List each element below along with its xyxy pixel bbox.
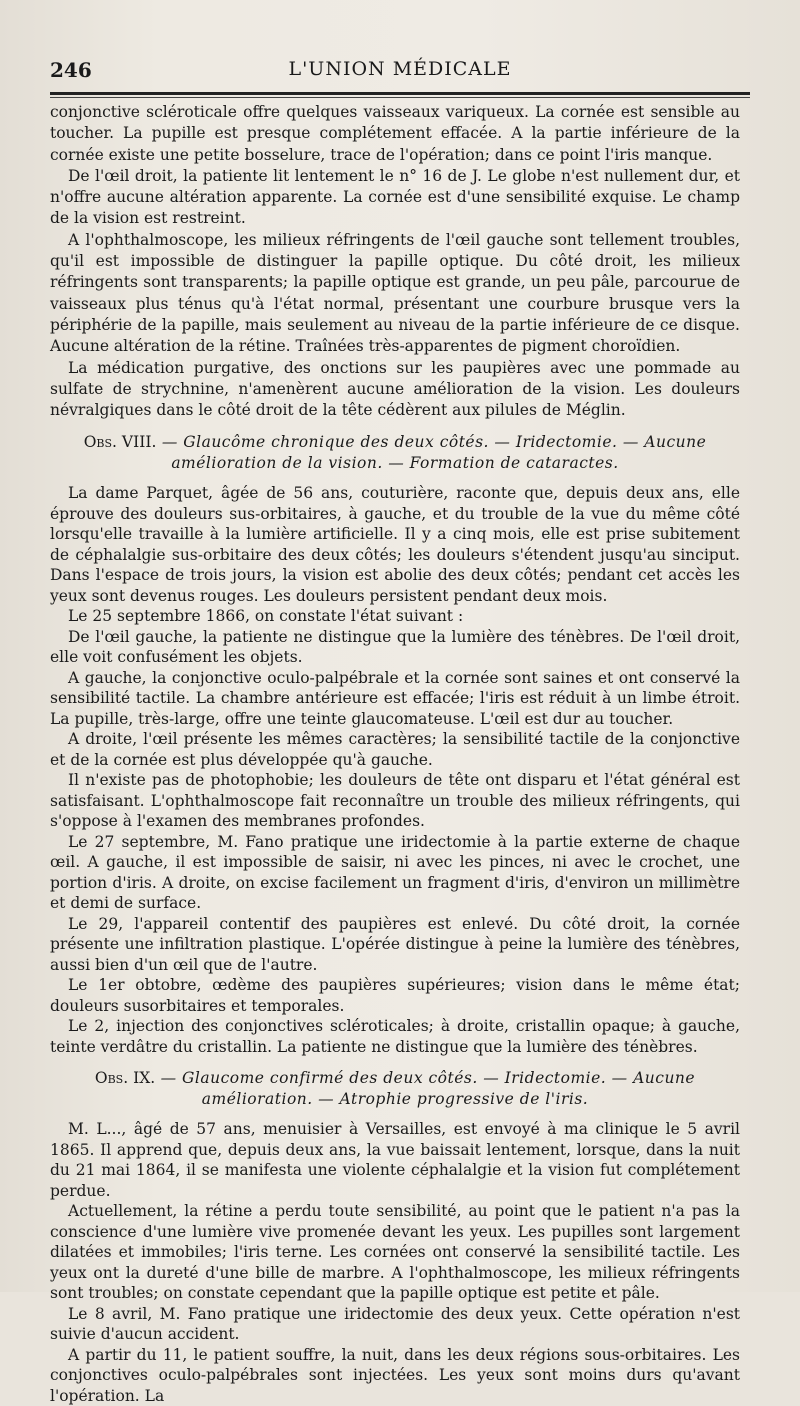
paragraph: conjonctive scléroticale offre quelques vaisseaux variqueux. La cornée est sensible au toucher. La pupille est presque complétement effacée. A la partie inférieure de la cornée existe une petite bosselure, trace de l'opération; dans ce point l'iris manque.: [50, 103, 740, 164]
paragraph: Actuellement, la rétine a perdu toute sensibilité, au point que le patient n'a pas la conscience d'une lumière vive promenée devant les yeux. Les pupilles sont largement dilatées et immobiles; l'iris terne. Les cornées ont conservé la sensibilité tactile. Les yeux ont la dureté d'une bille de marbre. A l'ophthalmoscope, les milieux réfringents sont troubles; on constate cependant que la papille optique est petite et pâle.: [50, 1202, 740, 1303]
paragraph: Le 29, l'appareil contentif des paupières est enlevé. Du côté droit, la cornée présente une infiltration plastique. L'opérée distingue à peine la lumière des ténèbres, aussi bien d'un œil que de l'autre.: [50, 914, 740, 974]
running-title: L'UNION MÉDICALE: [288, 58, 512, 80]
paragraph: La dame Parquet, âgée de 56 ans, couturière, raconte que, depuis deux ans, elle éprouve des douleurs sus-orbitaires, à gauche, et du trouble de la vue du même côté lorsqu'elle travaille à la lumière artificielle. Il y a cinq mois, elle est prise subitement de céphalalgie sus-orbitaire des deux côtés; les douleurs s'étendent jusqu'au sinciput. Dans l'espace de trois jours, la vision est abolie des deux côtés; pendant cet accès les yeux sont devenus rouges. Les douleurs persistent pendant deux mois.: [50, 484, 740, 605]
paragraph: A droite, l'œil présente les mêmes caractères; la sensibilité tactile de la conjonctive et de la cornée est plus développée qu'à gauche.: [50, 730, 740, 769]
observation-title: — Glaucome confirmé des deux côtés. — Iridectomie. — Aucune amélioration. — Atrophie progressive de l'iris.: [155, 1069, 696, 1109]
page-number: 246: [50, 58, 92, 82]
paragraph: Le 8 avril, M. Fano pratique une iridectomie des deux yeux. Cette opération n'est suivie d'aucun accident.: [50, 1304, 740, 1344]
paragraph: A partir du 11, le patient souffre, la nuit, dans les deux régions sous-orbitaires. Les conjonctives oculo-palpébrales sont injectées. Les yeux sont moins durs qu'avant l'opération. La: [50, 1345, 740, 1405]
paragraph: M. L..., âgé de 57 ans, menuisier à Versailles, est envoyé à ma clinique le 5 avril 1865. Il apprend que, depuis deux ans, la vue baissait lentement, lorsque, dans la nuit du 21 mai 1864, il se manifesta une violente céphalalgie et la vision fut complétement perdue.: [50, 1120, 740, 1200]
observation-title: — Glaucôme chronique des deux côtés. — Iridectomie. — Aucune amélioration de la vision. — Formation de cataractes.: [156, 433, 707, 473]
paragraph: De l'œil gauche, la patiente ne distingue que la lumière des ténèbres. De l'œil droit, elle voit confusément les objets.: [50, 627, 740, 667]
paragraph: De l'œil droit, la patiente lit lentement le n° 16 de J. Le globe n'est nullement dur, et n'offre aucune altération apparente. La cornée est d'une sensibilité exquise. Le champ de la vision est restreint.: [50, 166, 740, 228]
paragraph: Le 25 septembre 1866, on constate l'état suivant :: [68, 607, 464, 626]
observation-label: Obs. VIII.: [83, 433, 157, 452]
paragraph: Le 27 septembre, M. Fano pratique une iridectomie à la partie externe de chaque œil. A gauche, il est impossible de saisir, ni avec les pinces, ni avec le crochet, une portion d'iris. A droite, on excise facilement un fragment d'iris, d'environ un millimètre et demi de surface.: [50, 832, 740, 913]
observation-label: Obs. IX.: [94, 1069, 156, 1088]
header-rule-thin: [50, 97, 750, 98]
paragraph: Le 2, injection des conjonctives scléroticales; à droite, cristallin opaque; à gauche, teinte verdâtre du cristallin. La patiente ne distingue que la lumière des ténèbres.: [50, 1017, 740, 1056]
page-body: [50, 102, 740, 1406]
observation-heading-ix: [50, 1068, 740, 1110]
paragraph: Le 1er obtobre, œdème des paupières supérieures; vision dans le même état; douleurs susorbitaires et temporales.: [50, 976, 740, 1015]
paragraph: Il n'existe pas de photophobie; les douleurs de tête ont disparu et l'état général est satisfaisant. L'ophthalmoscope fait reconnaître un trouble des milieux réfringents, qui s'oppose à l'examen des membranes profondes.: [50, 771, 740, 831]
observation-viii-text: [50, 483, 740, 1057]
page-header: [50, 58, 750, 88]
observation-heading-viii: [50, 432, 740, 474]
observation-ix-text: [50, 1119, 740, 1406]
header-rule: [50, 92, 750, 95]
paragraph: A l'ophthalmoscope, les milieux réfringents de l'œil gauche sont tellement troubles, qu'il est impossible de distinguer la papille optique. Du côté droit, les milieux réfringents sont transparents; la papille optique est grande, un peu pâle, parcourue de vaisseaux plus ténus qu'à l'état normal, présentant une courbure brusque vers la périphérie de la papille, mais seulement au niveau de la partie inférieure de ce disque. Aucune altération de la rétine. Traînées très-apparentes de pigment choroïdien.: [50, 230, 740, 356]
paragraph: La médication purgative, des onctions sur les paupières avec une pommade au sulfate de strychnine, n'amenèrent aucune amélioration de la vision. Les douleurs névralgiques dans le côté droit de la tête cédèrent aux pilules de Méglin.: [50, 358, 740, 420]
paragraph: A gauche, la conjonctive oculo-palpébrale et la cornée sont saines et ont conservé la sensibilité tactile. La chambre antérieure est effacée; l'iris est réduit à un limbe étroit. La pupille, très-large, offre une teinte glaucomateuse. L'œil est dur au toucher.: [50, 668, 740, 728]
